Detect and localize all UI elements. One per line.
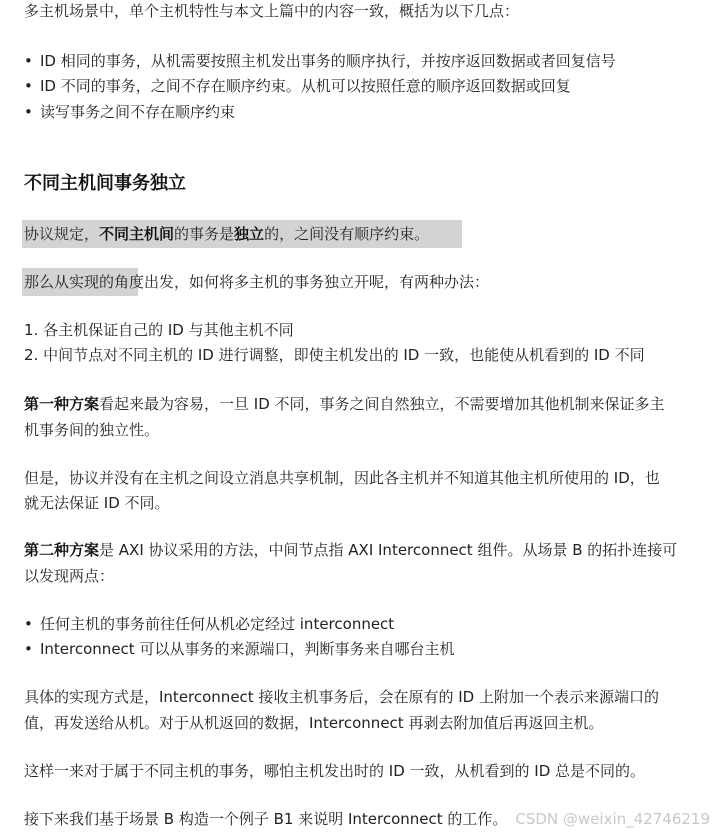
intro-paragraph: 多主机场景中，单个主机特性与本文上篇中的内容一致，概括为以下几点： [24,2,520,20]
but-paragraph: 但是，协议并没有在主机之间设立消息共享机制，因此各主机并不知道其他主机所使用的 ID，也 [24,469,660,487]
question-paragraph: 那么从实现的角度出发，如何将多主机的事务独立开呢，有两种办法： [24,273,490,291]
bold-term: 不同主机间 [99,225,175,243]
numbered-item: 2. 中间节点对不同主机的 ID 进行调整，即使主机发出的 ID 一致，也能使从机看到的 ID 不同 [24,346,645,364]
list-item-text: Interconnect 可以从事务的来源端口，判断事务来自哪台主机 [40,640,455,658]
list-item [24,99,235,125]
bullet-icon: • [24,640,33,658]
but-paragraph-cont: 就无法保证 ID 不同。 [24,494,170,512]
plan2-paragraph-cont: 以发现两点： [24,567,115,585]
impl-paragraph-cont: 值，再发送给从机。对于从机返回的数据，Interconnect 再剥去附加值后再返回主机。 [24,714,604,732]
next-paragraph: 接下来我们基于场景 B 构造一个例子 B1 来说明 Interconnect 的工作。 [24,810,508,828]
bold-term: 独立 [234,225,265,243]
impl-paragraph: 具体的实现方式是，Interconnect 接收主机事务后，会在原有的 ID 上附加一个表示来源端口的 [24,688,659,706]
list-item-text: ID 不同的事务，之间不存在顺序约束。从机可以按照任意的顺序返回数据或回复 [40,77,571,95]
bullet-icon: • [24,615,33,633]
list-item [24,73,571,99]
result-paragraph: 这样一来对于属于不同主机的事务，哪怕主机发出时的 ID 一致，从机看到的 ID 总是不同的。 [24,762,646,780]
plan1-paragraph-cont: 机事务间的独立性。 [24,421,160,439]
bullet-icon: • [24,77,33,95]
bold-term: 第一种方案 [24,395,100,413]
csdn-watermark: CSDN @weixin_42746219 [515,810,710,828]
rule-paragraph: 协议规定，不同主机间的事务是独立的，之间没有顺序约束。 [24,225,430,243]
numbered-item: 1. 各主机保证自己的 ID 与其他主机不同 [24,321,294,339]
list-item [24,48,616,74]
list-item-text: 读写事务之间不存在顺序约束 [40,103,236,121]
bullet-icon: • [24,52,33,70]
bold-term: 第二种方案 [24,541,100,559]
list-item-text: 任何主机的事务前往任何从机必定经过 interconnect [40,615,395,633]
list-item-text: ID 相同的事务，从机需要按照主机发出事务的顺序执行，并按序返回数据或者回复信号 [40,52,616,70]
list-item [24,611,394,637]
bullet-icon: • [24,103,33,121]
plan1-paragraph: 第一种方案看起来最为容易，一旦 ID 不同，事务之间自然独立，不需要增加其他机制来保证多主 [24,395,665,413]
plan2-paragraph: 第二种方案是 AXI 协议采用的方法，中间节点指 AXI Interconnect 组件。从场景 B 的拓扑连接可 [24,541,678,559]
list-item [24,636,454,662]
section-heading: 不同主机间事务独立 [24,173,186,194]
